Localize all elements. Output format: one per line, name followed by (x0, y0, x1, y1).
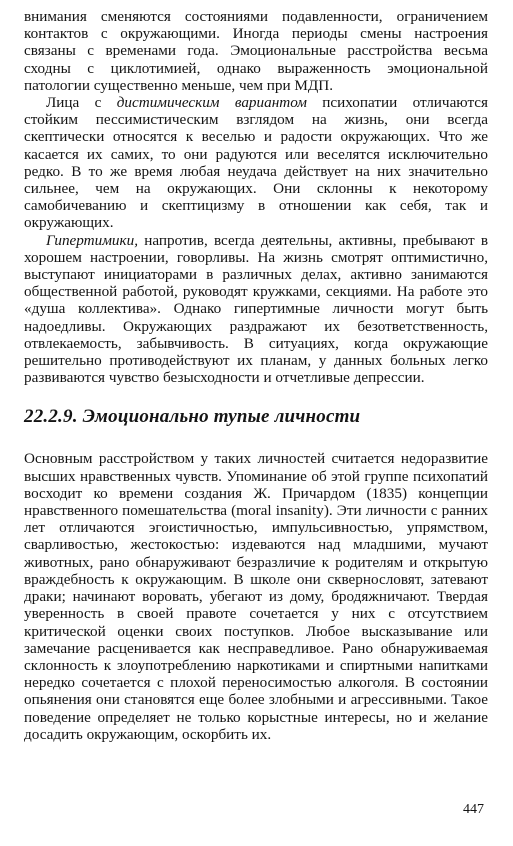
paragraph-text: Лица с (46, 94, 117, 112)
paragraph-text: Основным расстройством у таких личностей считается недоразвитие высших нравственных чувств. Упоминание об этой группе психопатий восходит ко времени создания Ж. Причардом (1835) концепции нравственного помешательства (moral insanity). Эти личности с ранних лет отличаются эгоистичностью, импульсивностью, упрямством, сварливостью, жестокостью: издеваются над младшими, мучают животных, рано обнаруживают безразличие к родителям и открытую враждебность к окружающим. В школе они сквернословят, затевают драки; начинают воровать, убегают из дому, бродяжничают. Твердая уверенность в своей правоте сочетается у них с отсутствием критической оценки своих поступков. Любое высказывание или замечание расценивается как несправедливое. Рано обнаруживаемая склонность к злоупотреблению наркотиками и спиртными напитками нередко сочетается с плохой переносимостью алкоголя. В состоянии опьянения они становятся еще более злобными и агрессивными. Такое поведение определяет не только корыстные интересы, но и желание досадить окружающим, оскорбить их. (24, 450, 488, 743)
page-number: 447 (463, 802, 484, 817)
paragraph-dysthymic (24, 94, 488, 232)
paragraph-text: напротив, всегда деятельны, активны, пребывают в хорошем настроении, говорливы. На жизнь смотрят оптимистично, выступают инициаторами в различных делах, активно занимаются общественной работой, руководят кружками, секциями. На работе это «душа коллектива». Однако гипертимные личности могут быть надоедливы. Окружающих раздражают их безответственность, отвлекаемость, забывчивость. В ситуациях, когда окружающие решительно противодействуют их планам, у данных больных легко развиваются чувство безысходности и отчетливые депрессии. (24, 231, 488, 387)
section-number: 22.2.9. (24, 406, 78, 428)
paragraph-hyperthymic (24, 232, 488, 387)
page-body (24, 8, 488, 743)
paragraph-section-body (24, 450, 488, 742)
section-title: Эмоционально тупые личности (82, 406, 361, 428)
italic-term: дистимическим вариантом (116, 94, 307, 112)
paragraph-continuation (24, 8, 488, 94)
italic-term: Гипертимики, (46, 231, 139, 249)
section-heading (24, 406, 488, 428)
paragraph-text: внимания сменяются состояниями подавленности, ограничением контактов с окружающими. Иногда периоды смены настроения связаны с временами года. Эмоциональные расстройства весьма сходны с циклотимией, однако выраженность эмоциональной патологии существенно меньше, чем при МДП. (24, 8, 488, 94)
paragraph-text: психопатии отличаются стойким пессимистическим взглядом на жизнь, они всегда скептически относятся к веселью и радости окружающих. Что же касается их самих, то они радуются или веселятся исключительно редко. В то же время любая неудача действует на них значительно сильнее, чем на окружающих. Они склонны к некоторому самобичеванию и скептицизму в отношении как себя, так и окружающих. (24, 94, 489, 232)
